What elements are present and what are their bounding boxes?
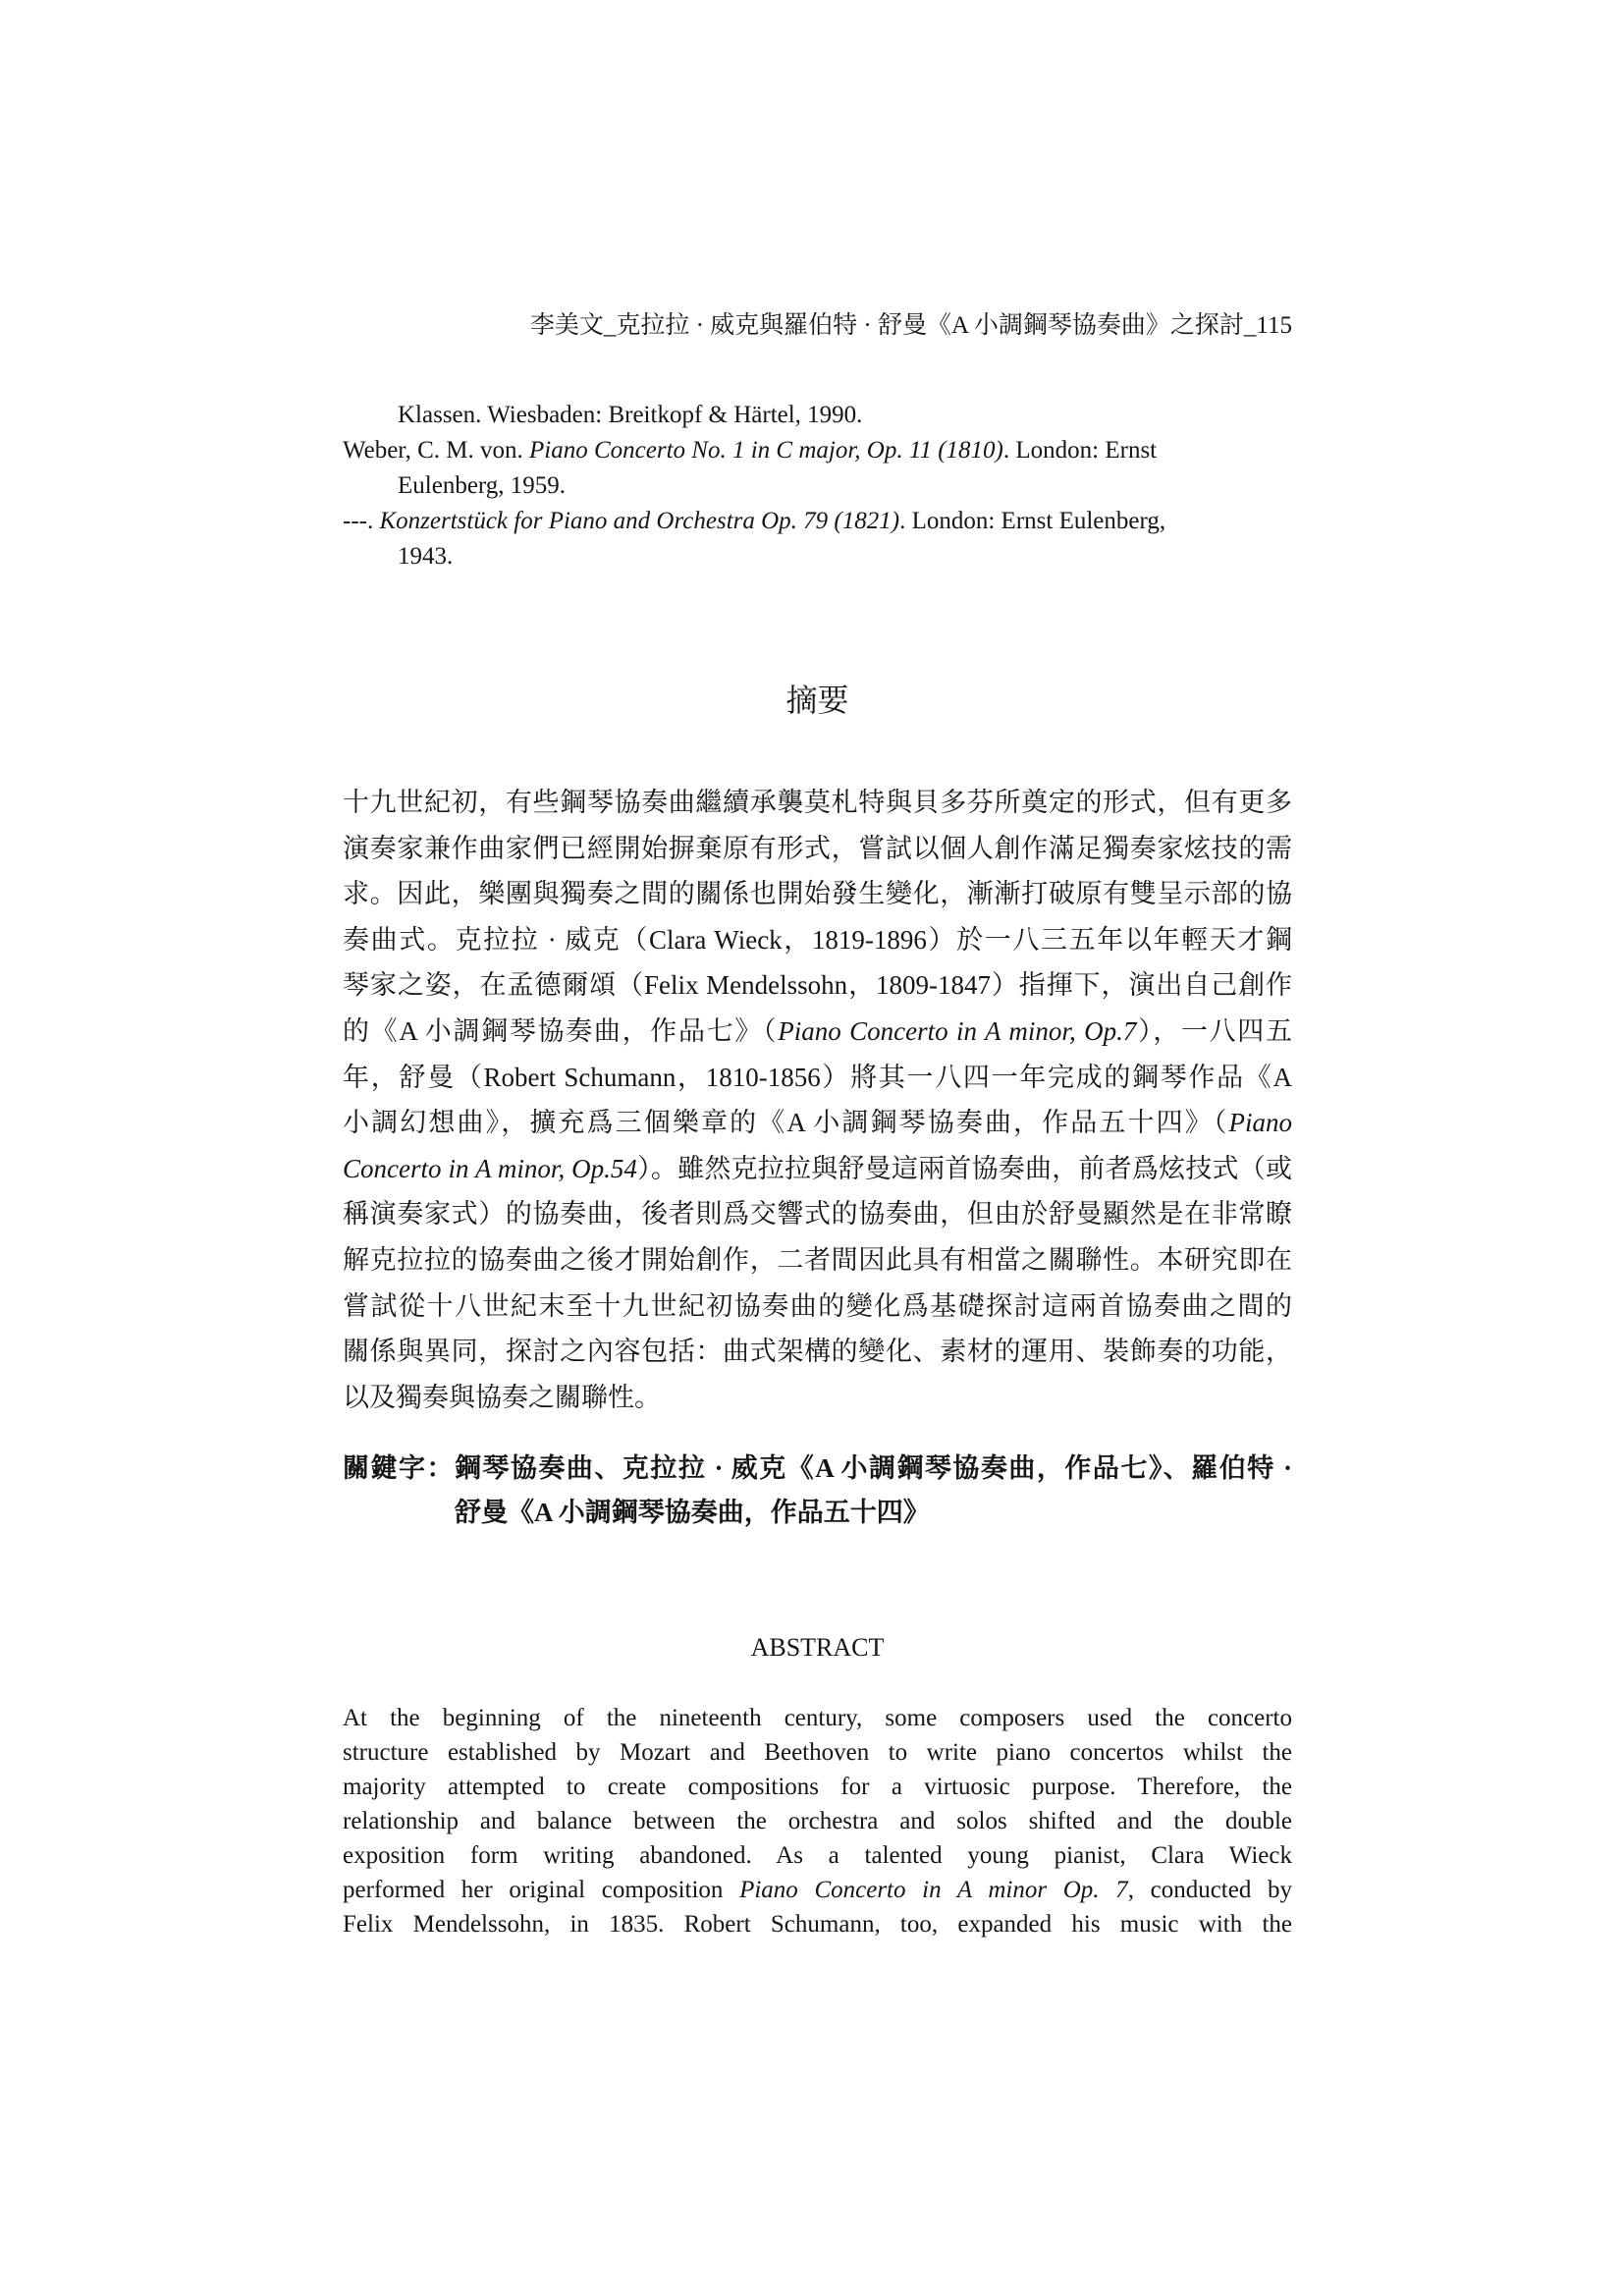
abstract-en-line [343, 1907, 1292, 1941]
abstract-zh-line [343, 1009, 1292, 1055]
text-segment: majority attempted to create compositions for a virtuosic purpose. Therefore, the [343, 1774, 1292, 1800]
abstract-zh-line [343, 1100, 1292, 1146]
text-segment: Klassen. Wiesbaden: Breitkopf & Härtel, 1990. [398, 402, 863, 428]
text-segment: 十九世紀初，有些鋼琴協奏曲繼續承襲莫札特與貝多芬所奠定的形式，但有更多 [343, 788, 1292, 817]
text-segment: 以及獨奏與協奏之關聯性。 [343, 1382, 661, 1412]
text-segment: 舒曼《A 小調鋼琴協奏曲，作品五十四》 [455, 1498, 930, 1527]
text-segment: At the beginning of the nineteenth century, some composers used the concerto [343, 1705, 1292, 1731]
abstract-en-line [343, 1804, 1292, 1838]
text-segment: Felix Mendelssohn, in 1835. Robert Schumann, too, expanded his music with the [343, 1911, 1292, 1938]
text-segment: 稱演奏家式）的協奏曲，後者則爲交響式的協奏曲，但由於舒曼顯然是在非常瞭 [343, 1199, 1292, 1230]
text-segment: performed her original composition [343, 1877, 740, 1903]
text-segment: ），一八四五 [1136, 1015, 1292, 1046]
abstract-zh-line [343, 962, 1292, 1009]
text-segment: 1943. [398, 543, 454, 570]
abstract-zh-line [343, 871, 1292, 917]
abstract-zh-line [343, 780, 1292, 826]
abstract-en-line [343, 1838, 1292, 1873]
text-segment: ）。雖然克拉拉與舒曼這兩首協奏曲，前者爲炫技式（或 [636, 1153, 1292, 1183]
text-segment: 琴家之姿，在孟德爾頌（Felix Mendelssohn，1809-1847）指揮下，演出自己創作 [343, 970, 1292, 1001]
text-segment: . London: Ernst Eulenberg, [899, 508, 1166, 534]
text-segment: 演奏家兼作曲家們已經開始摒棄原有形式，嘗試以個人創作滿足獨奏家炫技的需 [343, 833, 1292, 863]
text-segment: 關係與異同，探討之內容包括：曲式架構的變化、素材的運用、裝飾奏的功能， [343, 1337, 1292, 1367]
italic-text-segment: Konzertstück for Piano and Orchestra Op. 79 (1821) [379, 508, 900, 534]
abstract-zh-line [343, 1329, 1292, 1375]
text-segment: 奏曲式。克拉拉 · 威克（Clara Wieck，1819-1896）於一八三五年以年輕天才鋼 [343, 924, 1292, 955]
keywords-line [343, 1491, 1292, 1535]
text-segment: 年，舒曼（Robert Schumann，1810-1856）將其一八四一年完成的鋼琴作品《A [343, 1062, 1292, 1092]
abstract-en-body [343, 1701, 1292, 1941]
abstract-en-line [343, 1770, 1292, 1804]
abstract-en-line [343, 1735, 1292, 1770]
text-segment: structure established by Mozart and Beethoven to write piano concertos whilst the [343, 1739, 1292, 1766]
abstract-zh-line [343, 1055, 1292, 1101]
abstract-zh-body [343, 780, 1292, 1420]
text-segment: Eulenberg, 1959. [398, 472, 567, 499]
text-segment: 求。因此，樂團與獨奏之間的關係也開始發生變化，漸漸打破原有雙呈示部的協 [343, 879, 1292, 909]
abstract-zh-line [343, 1146, 1292, 1192]
abstract-zh-line [343, 1237, 1292, 1284]
italic-text-segment: Piano Concerto in A minor, Op.7 [778, 1015, 1137, 1046]
text-segment: 的《A 小調鋼琴協奏曲，作品七》（ [343, 1015, 779, 1046]
keywords-block [343, 1447, 1292, 1535]
abstract-zh-line [343, 917, 1292, 963]
text-segment: Weber, C. M. von. [343, 437, 530, 464]
abstract-en-line [343, 1873, 1292, 1907]
reference-line [343, 539, 1256, 574]
references-block [343, 398, 1256, 574]
abstract-zh-heading: 摘要 [785, 683, 849, 718]
reference-line [343, 504, 1256, 539]
italic-text-segment: Concerto in A minor, Op.54 [343, 1153, 637, 1183]
abstract-en-line [343, 1701, 1292, 1735]
reference-line [343, 398, 1256, 433]
italic-text-segment: Piano Concerto in A minor Op. 7 [739, 1877, 1128, 1903]
running-header: 李美文_克拉拉 · 威克與羅伯特 · 舒曼《A 小調鋼琴協奏曲》之探討_115 [529, 312, 1292, 339]
abstract-zh-line [343, 1284, 1292, 1330]
abstract-zh-line [343, 826, 1292, 872]
abstract-en-heading: ABSTRACT [750, 1633, 885, 1662]
text-segment: , conducted by [1127, 1877, 1293, 1903]
text-segment: 解克拉拉的協奏曲之後才開始創作，二者間因此具有相當之關聯性。本研究即在 [343, 1244, 1292, 1275]
reference-line [343, 433, 1256, 468]
text-segment: 小調幻想曲》，擴充爲三個樂章的《A 小調鋼琴協奏曲，作品五十四》（ [343, 1108, 1229, 1138]
keywords-line [343, 1447, 1292, 1491]
text-segment: . London: Ernst [1002, 437, 1158, 464]
text-segment: relationship and balance between the orchestra and solos shifted and the double [343, 1808, 1292, 1834]
abstract-zh-line [343, 1375, 1292, 1421]
reference-line [343, 468, 1256, 504]
italic-text-segment: Piano [1228, 1108, 1292, 1138]
abstract-zh-line [343, 1191, 1292, 1237]
text-segment: exposition form writing abandoned. As a talented young pianist, Clara Wieck [343, 1842, 1292, 1869]
text-segment: ---. [343, 508, 380, 534]
text-segment: 關鍵字：鋼琴協奏曲、克拉拉 · 威克《A 小調鋼琴協奏曲，作品七》、羅伯特 · [343, 1453, 1292, 1483]
italic-text-segment: Piano Concerto No. 1 in C major, Op. 11 (1810) [529, 437, 1003, 464]
text-segment: 嘗試從十八世紀末至十九世紀初協奏曲的變化爲基礎探討這兩首協奏曲之間的 [343, 1290, 1292, 1321]
